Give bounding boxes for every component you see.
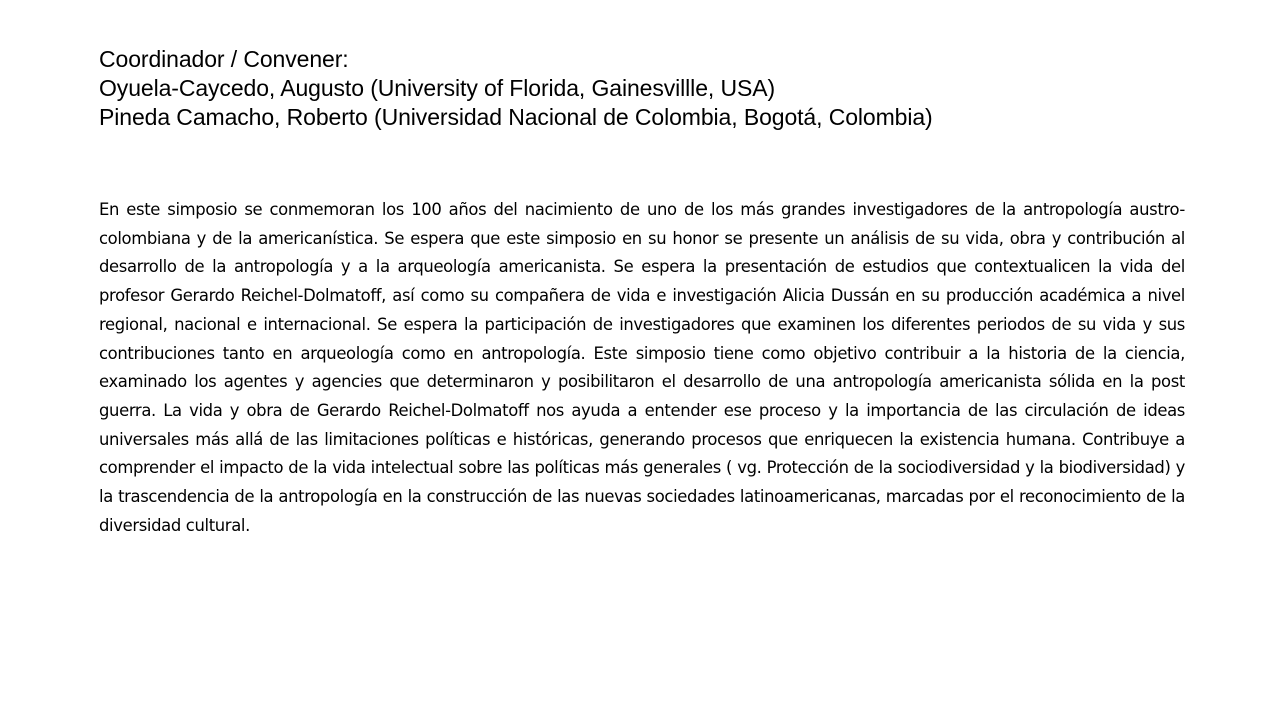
convener-name-pineda: Pineda Camacho, Roberto (Universidad Nacional de Colombia, Bogotá, Colombia) xyxy=(99,104,933,130)
symposium-abstract: En este simposio se conmemoran los 100 años del nacimiento de uno de los más grandes investigadores de la antropología austro-colombiana y de la americanística. Se espera que este simposio en su honor se presente un análisis de su vida, obra y contribución al desarrollo de la antropología y a la arqueología americanista. Se espera la presentación de estudios que contextualicen la vida del profesor Gerardo Reichel-Dolmatoff, así como su compañera de vida e investigación Alicia Dussán en su producción académica a nivel regional, nacional e internacional. Se espera la participación de investigadores que examinen los diferentes periodos de su vida y sus contribuciones tanto en arqueología como en antropología. Este simposio tiene como objetivo contribuir a la historia de la ciencia, examinado los agentes y agencies que determinaron y posibilitaron el desarrollo de una antropología americanista sólida en la post guerra. La vida y obra de Gerardo Reichel-Dolmatoff nos ayuda a entender ese proceso y la importancia de las circulación de ideas universales más allá de las limitaciones políticas e históricas, generando procesos que enriquecen la existencia humana. Contribuye a comprender el impacto de la vida intelectual sobre las políticas más generales ( vg. Protección de la sociodiversidad y la biodiversidad) y la trascendencia de la antropología en la construcción de las nuevas sociedades latinoamericanas, marcadas por el reconocimiento de la diversidad cultural. xyxy=(99,200,1185,535)
convener-name-oyuela: Oyuela-Caycedo, Augusto (University of Florida, Gainesvillle, USA) xyxy=(99,75,776,101)
convener-heading: Coordinador / Convener: xyxy=(99,46,349,72)
convener-header xyxy=(99,45,1199,132)
